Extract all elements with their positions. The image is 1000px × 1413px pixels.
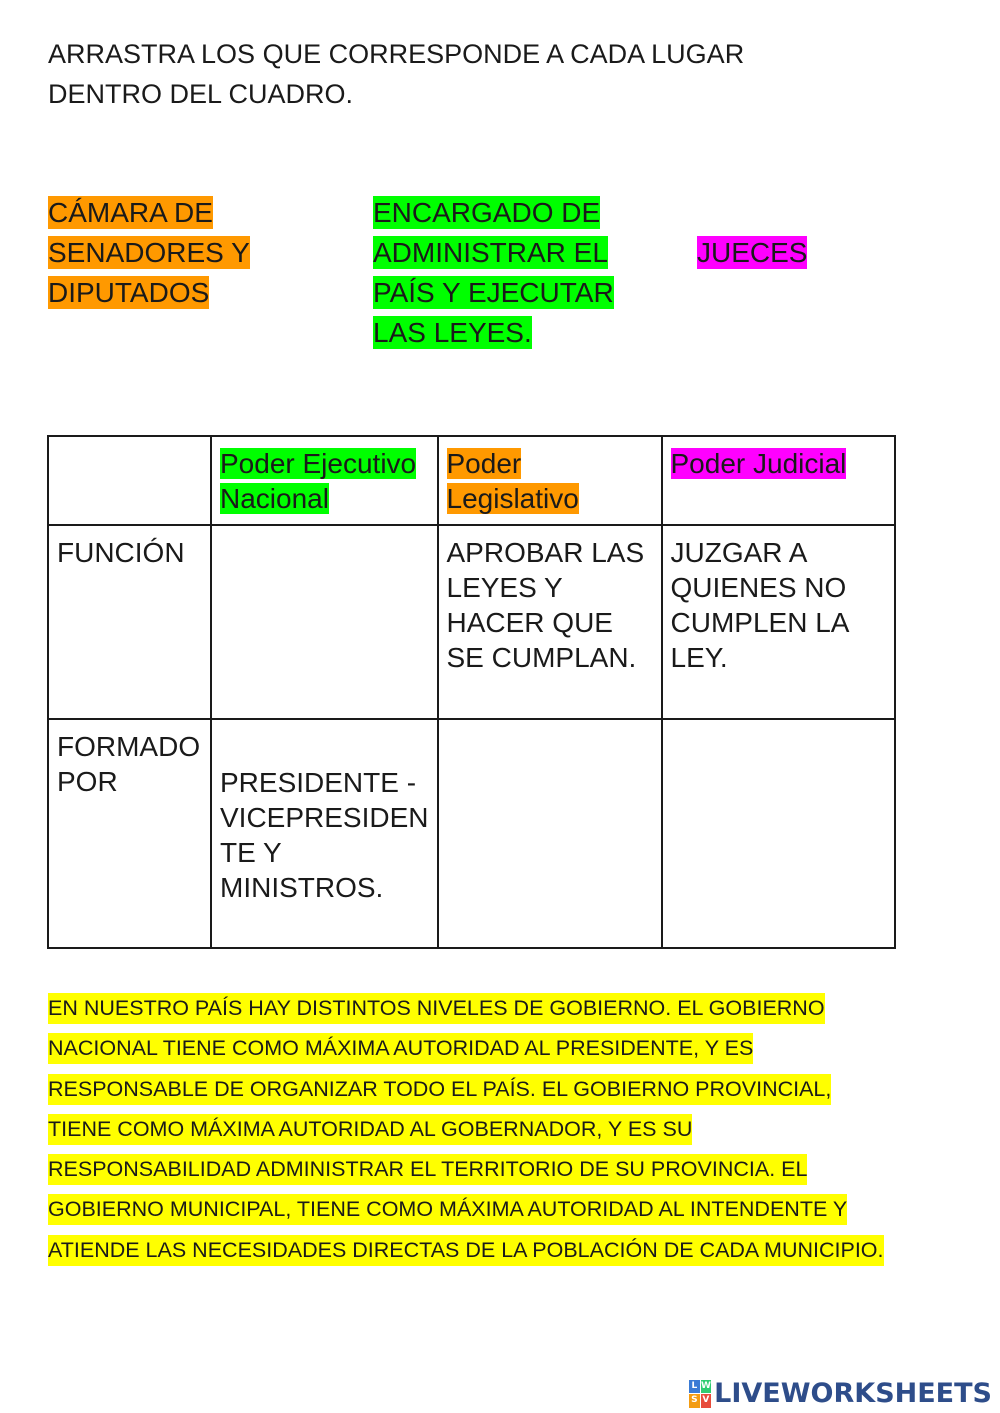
cell-line: PRESIDENTE -: [220, 767, 417, 798]
drag-item-encargado-line: LAS LEYES.: [373, 317, 532, 348]
cell-line: LEYES Y: [446, 572, 563, 603]
paragraph-line: RESPONSABILIDAD ADMINISTRAR EL TERRITORIO DE SU PROVINCIA. EL: [48, 1154, 807, 1185]
drag-item-encargado-line: ADMINISTRAR EL: [373, 237, 608, 268]
row-label-formado: [48, 719, 211, 948]
table-row-funcion: [48, 525, 895, 719]
drop-zone-funcion-ejecutivo[interactable]: [211, 525, 438, 719]
drag-item-encargado-line: ENCARGADO DE: [373, 197, 601, 228]
drag-item-camara-line: CÁMARA DE: [48, 197, 213, 228]
header-legislativo: [438, 436, 662, 525]
logo-letter: S: [689, 1394, 700, 1408]
paragraph-line: GOBIERNO MUNICIPAL, TIENE COMO MÁXIMA AUTORIDAD AL INTENDENTE Y: [48, 1194, 847, 1225]
drag-item-jueces[interactable]: [697, 233, 807, 273]
cell-line: TE Y: [220, 837, 282, 868]
logo-letter: W: [701, 1380, 712, 1394]
paragraph-line: EN NUESTRO PAÍS HAY DISTINTOS NIVELES DE GOBIERNO. EL GOBIERNO: [48, 993, 825, 1024]
drag-item-encargado[interactable]: [373, 193, 614, 353]
table-header-row: [48, 436, 895, 525]
row-label-funcion: FUNCIÓN: [48, 525, 211, 719]
cell-line: HACER QUE: [446, 607, 613, 638]
header-legislativo-line: Poder: [446, 448, 522, 479]
paragraph-line: NACIONAL TIENE COMO MÁXIMA AUTORIDAD AL PRESIDENTE, Y ES: [48, 1033, 753, 1064]
header-ejecutivo: [211, 436, 438, 525]
paragraph-line: RESPONSABLE DE ORGANIZAR TODO EL PAÍS. EL GOBIERNO PROVINCIAL,: [48, 1074, 831, 1105]
liveworksheets-icon: [689, 1380, 711, 1408]
cell-funcion-judicial: [662, 525, 895, 719]
cell-funcion-legislativo: [438, 525, 662, 719]
instructions-line-1: ARRASTRA LOS QUE CORRESPONDE A CADA LUGAR: [48, 39, 745, 69]
drop-zone-formado-legislativo[interactable]: [438, 719, 662, 948]
cell-line: CUMPLEN LA: [670, 607, 850, 638]
drag-item-camara-line: SENADORES Y: [48, 237, 250, 268]
drag-item-encargado-line: PAÍS Y EJECUTAR: [373, 277, 614, 308]
drag-item-jueces-line: JUECES: [697, 237, 808, 268]
row-label-line: FORMADO: [57, 731, 201, 762]
header-judicial-line: Poder Judicial: [670, 448, 847, 479]
cell-line: MINISTROS.: [220, 872, 384, 903]
row-label-line: POR: [57, 766, 118, 797]
cell-line: LEY.: [670, 642, 728, 673]
header-legislativo-line: Legislativo: [446, 483, 579, 514]
cell-line: SE CUMPLAN.: [446, 642, 637, 673]
cell-line: VICEPRESIDEN: [220, 802, 429, 833]
table-row-formado: [48, 719, 895, 948]
gobierno-paragraph: [48, 988, 978, 1270]
instructions-line-2: DENTRO DEL CUADRO.: [48, 79, 354, 109]
cell-line: QUIENES NO: [670, 572, 847, 603]
liveworksheets-logo: [689, 1378, 992, 1409]
instructions: [48, 34, 868, 114]
logo-letter: L: [689, 1380, 700, 1394]
drag-item-camara-line: DIPUTADOS: [48, 277, 210, 308]
logo-letter: V: [701, 1394, 712, 1408]
table-corner-cell: [48, 436, 211, 525]
cell-line: JUZGAR A: [670, 537, 808, 568]
cell-formado-ejecutivo: [211, 719, 438, 948]
liveworksheets-wordmark: LIVEWORKSHEETS: [714, 1378, 992, 1409]
paragraph-line: ATIENDE LAS NECESIDADES DIRECTAS DE LA POBLACIÓN DE CADA MUNICIPIO.: [48, 1235, 884, 1266]
header-judicial: [662, 436, 895, 525]
cell-line: APROBAR LAS: [446, 537, 645, 568]
drag-item-camara[interactable]: [48, 193, 250, 313]
paragraph-line: TIENE COMO MÁXIMA AUTORIDAD AL GOBERNADOR, Y ES SU: [48, 1114, 692, 1145]
powers-table: [47, 435, 896, 949]
header-ejecutivo-line: Nacional: [220, 483, 329, 514]
drop-zone-formado-judicial[interactable]: [662, 719, 895, 948]
header-ejecutivo-line: Poder Ejecutivo: [220, 448, 417, 479]
